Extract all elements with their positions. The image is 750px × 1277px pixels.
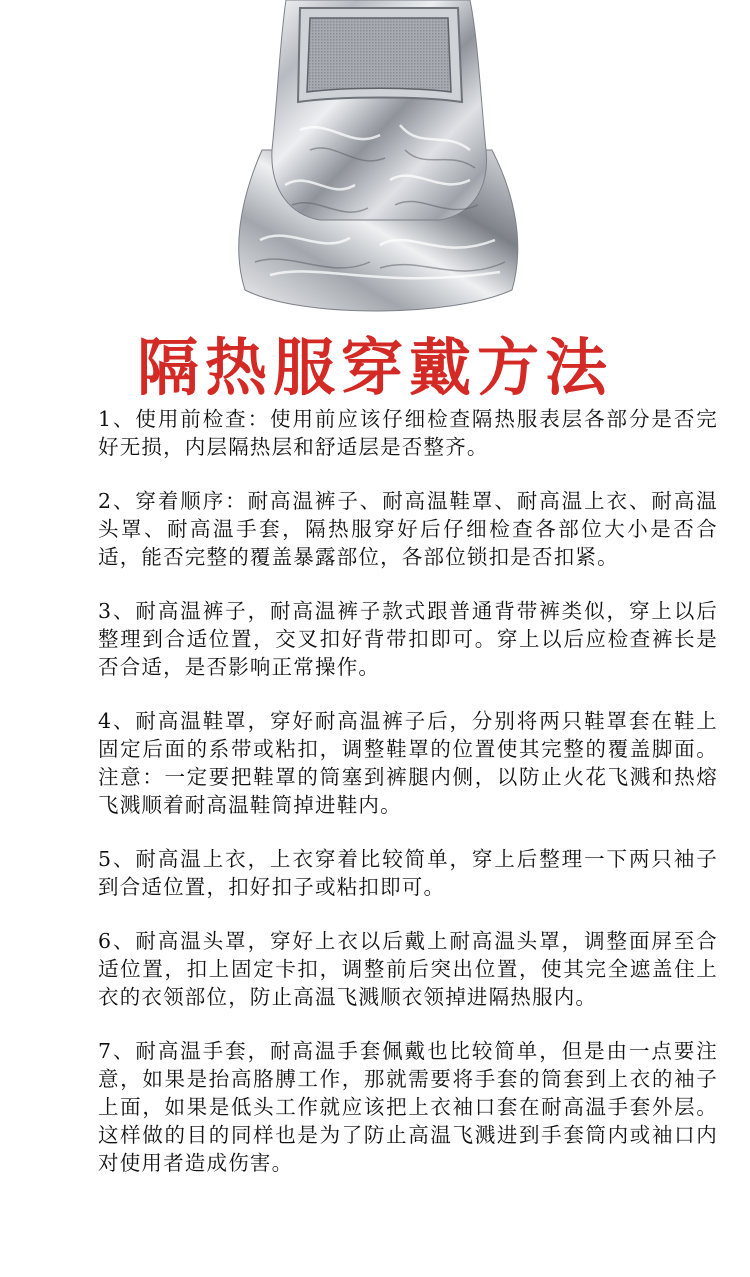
step-gloves: 7、耐高温手套，耐高温手套佩戴也比较简单，但是由一点要注意，如果是抬高胳膊工作，那就需要将手套的筒套到上衣的袖子上面，如果是低头工作就应该把上衣袖口套在耐高温手套外层。这样做的目的同样也是为了防止高温飞溅进到手套筒内或袖口内对使用者造成伤害。 [98, 1039, 718, 1175]
step-trousers: 3、耐高温裤子，耐高温裤子款式跟普通背带裤类似，穿上以后整理到合适位置，交叉扣好背带扣即可。穿上以后应检查裤长是否合适，是否影响正常操作。 [98, 599, 718, 679]
step-jacket: 5、耐高温上衣，上衣穿着比较简单，穿上后整理一下两只袖子到合适位置，扣好扣子或粘扣即可。 [98, 847, 718, 899]
step-hood: 6、耐高温头罩，穿好上衣以后戴上耐高温头罩，调整面屏至合适位置，扣上固定卡扣，调整前后突出位置，使其完全遮盖住上衣的衣领部位，防止高温飞溅顺衣领掉进隔热服内。 [98, 929, 718, 1009]
instructions-body [98, 405, 718, 1203]
heat-hood-illustration [0, 0, 750, 320]
product-photo [0, 0, 750, 320]
step-shoe-covers: 4、耐高温鞋罩，穿好耐高温裤子后，分别将两只鞋罩套在鞋上固定后面的系带或粘扣，调整鞋罩的位置使其完整的覆盖脚面。注意：一定要把鞋罩的筒塞到裤腿内侧，以防止火花飞溅和热熔飞溅顺着耐高温鞋筒掉进鞋内。 [98, 709, 718, 817]
step-wearing-order: 2、穿着顺序：耐高温裤子、耐高温鞋罩、耐高温上衣、耐高温头罩、耐高温手套，隔热服穿好后仔细检查各部位大小是否合适，能否完整的覆盖暴露部位，各部位锁扣是否扣紧。 [98, 489, 718, 569]
page-title: 隔热服穿戴方法 [136, 331, 613, 404]
step-inspection: 1、使用前检查：使用前应该仔细检查隔热服表层各部分是否完好无损，内层隔热层和舒适层是否整齐。 [98, 407, 718, 459]
